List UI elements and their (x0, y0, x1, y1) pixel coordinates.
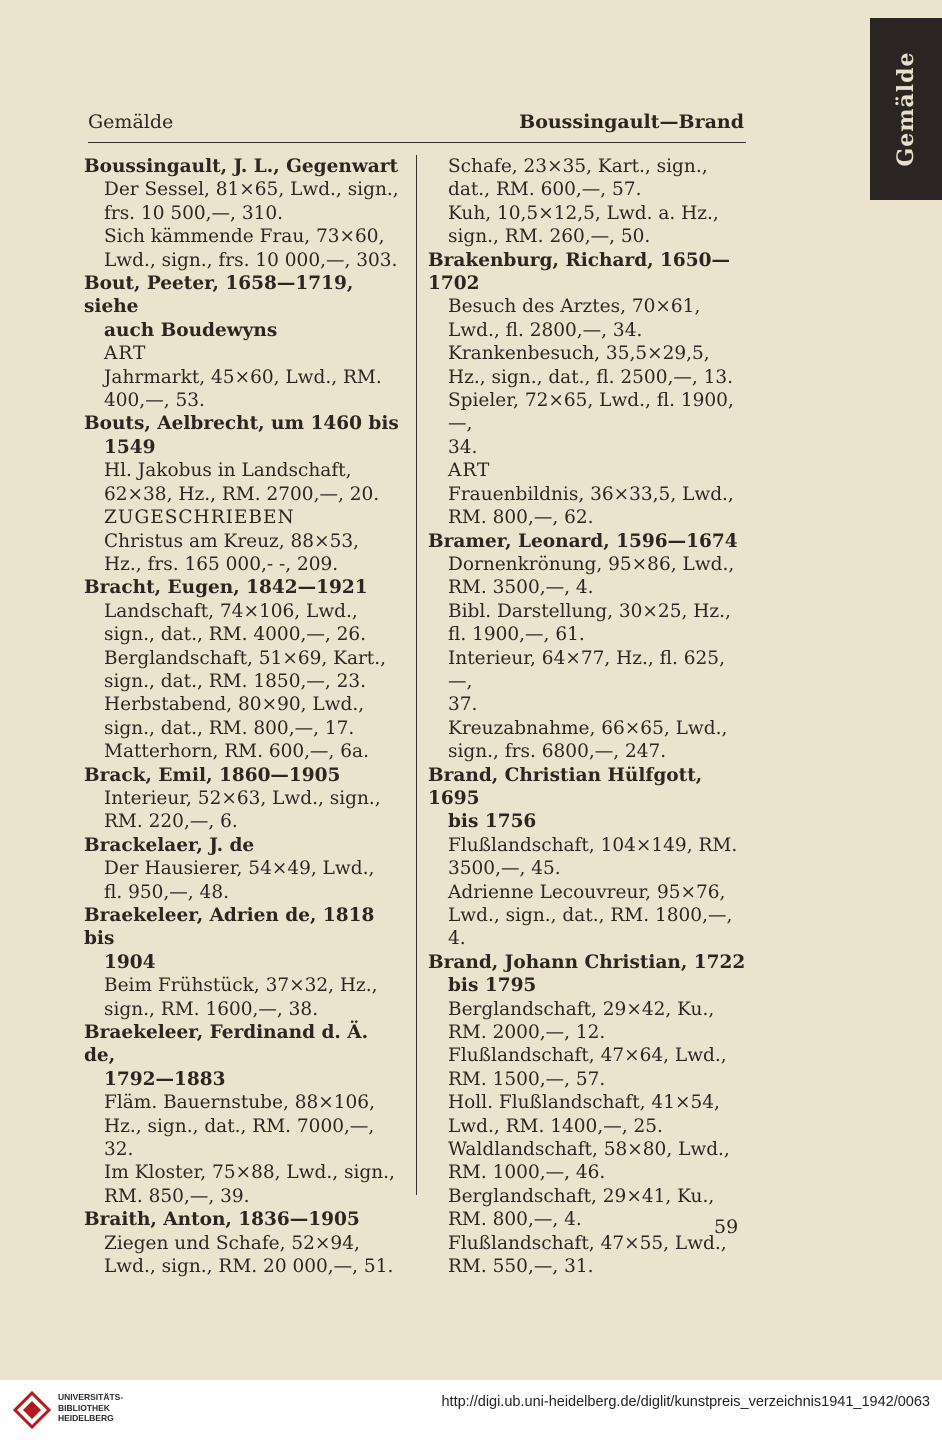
artwork-record-line: Christus am Kreuz, 88×53, (104, 530, 359, 552)
artwork-record-line: Waldlandschaft, 58×80, Lwd., (448, 1139, 730, 1161)
catalog-entry (84, 576, 402, 763)
artwork-record-line: Kreuzabnahme, 66×65, Lwd., (448, 717, 728, 739)
artist-heading (84, 155, 402, 178)
artwork-record-line: Flußlandschaft, 47×55, Lwd., (448, 1232, 727, 1254)
artist-heading (428, 249, 746, 296)
artwork-record (428, 647, 746, 717)
artwork-record-line: Lwd., sign., dat., RM. 1800,—, 4. (448, 905, 733, 950)
artist-heading (428, 951, 746, 998)
artist-heading (84, 764, 402, 787)
artist-heading-line: Bout, Peeter, 1658—1719, siehe (84, 273, 354, 318)
running-head-section: Gemälde (88, 111, 174, 133)
attribution-label: ZUGESCHRIEBEN (104, 507, 295, 529)
artwork-record-line: Flußlandschaft, 47×64, Lwd., (448, 1045, 727, 1067)
artwork-record (84, 366, 402, 413)
library-name-line: BIBLIOTHEK (58, 1402, 110, 1413)
artwork-record (428, 155, 746, 202)
artist-heading-line: 1792—1883 (104, 1068, 226, 1090)
artwork-record (84, 225, 402, 272)
artist-heading-line: Bramer, Leonard, 1596—1674 (428, 530, 738, 552)
artwork-record (84, 459, 402, 506)
artwork-record-line: Adrienne Lecouvreur, 95×76, (448, 881, 726, 903)
artist-heading-line: Bracht, Eugen, 1842—1921 (84, 577, 368, 599)
artwork-record (428, 998, 746, 1045)
artwork-record (428, 834, 746, 881)
library-name-line: UNIVERSITÄTS- (58, 1392, 124, 1402)
artwork-record-line: Beim Frühstück, 37×32, Hz., (104, 975, 378, 997)
artwork-record-line: Berglandschaft, 51×69, Kart., (104, 647, 387, 669)
artwork-record-line: Hl. Jakobus in Landschaft, (104, 460, 352, 482)
artwork-record (428, 202, 746, 249)
artist-heading-line: bis 1756 (448, 811, 537, 833)
artwork-record-line: RM. 1000,—, 46. (448, 1162, 606, 1184)
artist-heading-line: bis 1795 (448, 975, 537, 997)
artwork-record-line: frs. 10 500,—, 310. (104, 202, 284, 224)
artist-heading (84, 576, 402, 599)
artwork-record-line: Spieler, 72×65, Lwd., fl. 1900,—, (448, 390, 734, 435)
artist-heading (428, 764, 746, 834)
library-name-line: HEIDELBERG (58, 1413, 114, 1423)
artwork-record (428, 881, 746, 951)
running-head (88, 111, 744, 141)
artwork-record-line: RM. 550,—, 31. (448, 1256, 594, 1278)
artwork-record (428, 342, 746, 389)
artist-heading-line: Boussingault, J. L., Gegenwart (84, 156, 399, 177)
catalog-entry (84, 272, 402, 412)
artwork-record-line: Berglandschaft, 29×41, Ku., (448, 1185, 715, 1207)
artwork-record-line: Herbstabend, 80×90, Lwd., (104, 694, 365, 716)
artist-heading-line: auch Boudewyns (104, 319, 278, 341)
catalog-entry (84, 155, 402, 272)
artwork-record-line: Hz., sign., dat., fl. 2500,—, 13. (448, 366, 734, 388)
artwork-record (428, 389, 746, 459)
artwork-record (84, 600, 402, 647)
artwork-record-line: 62×38, Hz., RM. 2700,—, 20. (104, 483, 380, 505)
artwork-record (84, 647, 402, 694)
right-column (428, 155, 746, 1279)
artist-heading-line: Brand, Johann Christian, 1722 (428, 951, 746, 973)
artwork-record-line: Kuh, 10,5×12,5, Lwd. a. Hz., (448, 202, 719, 224)
header-rule (88, 142, 746, 143)
artwork-record (84, 693, 402, 740)
artwork-record-line: Hz., frs. 165 000,- -, 209. (104, 553, 339, 575)
artwork-record-line: fl. 950,—, 48. (104, 881, 229, 903)
artist-heading-line: Bouts, Aelbrecht, um 1460 bis (84, 413, 399, 435)
artwork-record-line: Lwd., sign., RM. 20 000,—, 51. (104, 1256, 394, 1278)
artist-heading (428, 530, 746, 553)
artwork-record (428, 1091, 746, 1138)
artist-heading-line: Brackelaer, J. de (84, 834, 255, 856)
artwork-record-line: Schafe, 23×35, Kart., sign., (448, 156, 708, 177)
catalog-entry (428, 764, 746, 951)
library-name (58, 1392, 123, 1424)
catalog-entry (84, 1021, 402, 1208)
artwork-record-line: RM. 3500,—, 4. (448, 577, 594, 599)
artwork-record (84, 787, 402, 834)
artwork-record-line: RM. 800,—, 4. (448, 1209, 582, 1231)
artwork-record-line: sign., dat., RM. 800,—, 17. (104, 717, 355, 739)
artwork-record (428, 717, 746, 764)
artwork-record (428, 1044, 746, 1091)
permalink-url[interactable]: http://digi.ub.uni-heidelberg.de/diglit/kunstpreis_verzeichnis1941_1942/0063 (441, 1394, 930, 1410)
artwork-record-line: Landschaft, 74×106, Lwd., (104, 600, 358, 622)
artwork-record-line: 37. (448, 694, 478, 716)
artwork-record (428, 1232, 746, 1279)
artwork-record (84, 1232, 402, 1279)
catalog-entry (428, 249, 746, 530)
artist-heading (84, 1208, 402, 1231)
artwork-record-line: Holl. Flußlandschaft, 41×54, (448, 1092, 720, 1114)
artwork-record-line: Lwd., fl. 2800,—, 34. (448, 319, 643, 341)
artwork-record-line: RM. 850,—, 39. (104, 1185, 250, 1207)
running-head-range: Boussingault—Brand (519, 111, 744, 133)
artwork-record-line: Krankenbesuch, 35,5×29,5, (448, 343, 710, 365)
thumb-index-label: Gemälde (893, 51, 919, 167)
artwork-record (428, 553, 746, 600)
artwork-record-line: RM. 2000,—, 12. (448, 1022, 606, 1044)
artwork-record (84, 530, 402, 577)
artwork-record-line: Interieur, 52×63, Lwd., sign., (104, 787, 381, 809)
artist-heading-line: Brand, Christian Hülfgott, 1695 (428, 764, 703, 809)
artwork-record-line: sign., dat., RM. 1850,—, 23. (104, 670, 367, 692)
library-logo-icon (12, 1390, 52, 1430)
artwork-record-line: Der Hausierer, 54×49, Lwd., (104, 858, 375, 880)
artwork-record-line: sign., RM. 260,—, 50. (448, 226, 651, 248)
left-column (84, 155, 402, 1279)
artwork-record-line: Bibl. Darstellung, 30×25, Hz., (448, 600, 731, 622)
artwork-record-line: Hz., sign., dat., RM. 7000,—, 32. (104, 1115, 375, 1161)
artwork-record-line: Fläm. Bauernstube, 88×106, (104, 1092, 375, 1114)
artwork-record-line: Im Kloster, 75×88, Lwd., sign., (104, 1162, 395, 1184)
artwork-record (84, 974, 402, 1021)
artwork-record-line: sign., frs. 6800,—, 247. (448, 741, 667, 763)
artist-heading-line: Braekeleer, Ferdinand d. Ä. de, (84, 1022, 369, 1067)
catalog-entry (84, 1208, 402, 1278)
viewer-footer (0, 1380, 942, 1446)
artwork-record-line: Lwd., sign., frs. 10 000,—, 303. (104, 249, 398, 271)
artwork-record (84, 740, 402, 763)
catalog-entry (84, 834, 402, 904)
artist-heading-line: 1549 (104, 436, 156, 458)
artwork-record-line: Flußlandschaft, 104×149, RM. (448, 834, 738, 856)
artist-heading (84, 834, 402, 857)
artwork-record-line: Frauenbildnis, 36×33,5, Lwd., (448, 483, 734, 505)
artist-heading-line: Braith, Anton, 1836—1905 (84, 1209, 360, 1231)
artist-heading (84, 1021, 402, 1091)
artwork-record-line: Jahrmarkt, 45×60, Lwd., RM. (104, 366, 382, 388)
artwork-record (84, 857, 402, 904)
artwork-record-line: sign., RM. 1600,—, 38. (104, 998, 319, 1020)
artist-heading-line: Brakenburg, Richard, 1650—1702 (428, 249, 731, 295)
artwork-record-line: sign., dat., RM. 4000,—, 26. (104, 624, 367, 646)
artwork-record (84, 1161, 402, 1208)
page-number: 59 (714, 1216, 739, 1238)
artwork-record-line: Besuch des Arztes, 70×61, (448, 296, 701, 318)
artist-heading (84, 272, 402, 342)
artwork-record-line: Der Sessel, 81×65, Lwd., sign., (104, 179, 399, 201)
artwork-record-line: Sich kämmende Frau, 73×60, (104, 226, 385, 248)
attribution-label: ART (104, 343, 147, 365)
artwork-record-line: Interieur, 64×77, Hz., fl. 625,—, (448, 647, 725, 692)
catalog-entry (84, 904, 402, 1021)
artwork-record-line: Berglandschaft, 29×42, Ku., (448, 998, 715, 1020)
artwork-record-line: RM. 800,—, 62. (448, 507, 594, 529)
artwork-record-line: RM. 1500,—, 57. (448, 1068, 606, 1090)
attribution-label: ART (448, 460, 491, 482)
thumb-index-tab (870, 18, 942, 200)
artwork-record-line: RM. 220,—, 6. (104, 811, 238, 833)
column-divider (416, 155, 417, 1195)
catalog-entry (428, 155, 746, 249)
artist-heading-line: Braekeleer, Adrien de, 1818 bis (84, 905, 375, 950)
artwork-record-line: Lwd., RM. 1400,—, 25. (448, 1115, 663, 1137)
catalog-entry (428, 530, 746, 764)
artwork-record-line: Matterhorn, RM. 600,—, 6a. (104, 741, 369, 763)
artwork-record (428, 483, 746, 530)
artwork-record-line: dat., RM. 600,—, 57. (448, 179, 642, 201)
artist-heading-line: Brack, Emil, 1860—1905 (84, 764, 341, 786)
artwork-record (84, 178, 402, 225)
artwork-record (428, 600, 746, 647)
artwork-record-line: fl. 1900,—, 61. (448, 624, 585, 646)
catalog-entry (84, 764, 402, 834)
artwork-record-line: Dornenkrönung, 95×86, Lwd., (448, 553, 735, 575)
catalog-entry (84, 412, 402, 576)
artwork-record (428, 1185, 746, 1232)
artist-heading-line: 1904 (104, 951, 156, 973)
artwork-record (428, 1138, 746, 1185)
artwork-record (428, 295, 746, 342)
artist-heading (84, 904, 402, 974)
artwork-record-line: 34. (448, 436, 478, 458)
artwork-record-line: 3500,—, 45. (448, 858, 561, 880)
catalog-entry (428, 951, 746, 1279)
artwork-record (84, 1091, 402, 1161)
artwork-record-line: 400,—, 53. (104, 390, 205, 412)
artwork-record-line: Ziegen und Schafe, 52×94, (104, 1232, 360, 1254)
artist-heading (84, 412, 402, 459)
